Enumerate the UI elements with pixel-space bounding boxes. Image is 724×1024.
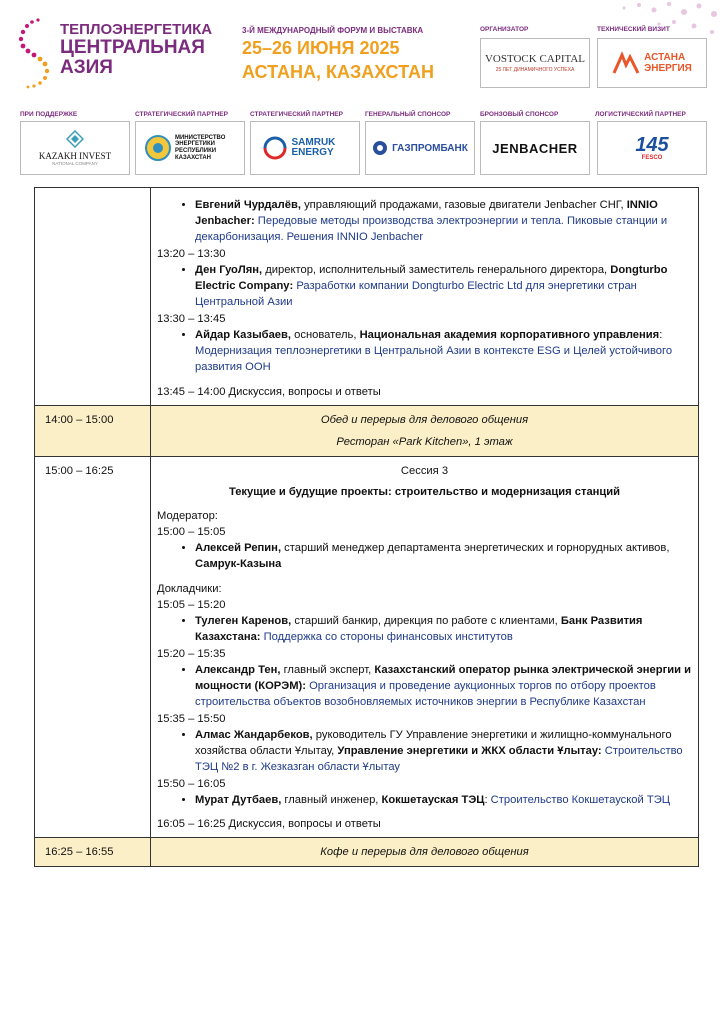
samruk-energy-icon [261, 136, 289, 160]
logo-line-1: ТЕПЛОЭНЕРГЕТИКА [60, 21, 213, 38]
slot-time: 13:20 – 13:30 [157, 247, 226, 260]
sponsor-logo-gazprombank [365, 121, 475, 175]
sponsor-logo-jenbacher [480, 121, 590, 175]
talk-topic: Строительство Кокшетауской ТЭЦ [487, 793, 671, 806]
forum-logo-icon [16, 14, 56, 94]
moderator-item [195, 540, 692, 572]
speaker-item [195, 727, 692, 776]
speaker-role: главный инженер, [281, 793, 382, 806]
speaker-name: Мурат Дутбаев, [195, 793, 282, 806]
session-label: Сессия 3 [400, 465, 449, 478]
tech-visit-caption: ТЕХНИЧЕСКИЙ ВИЗИТ [597, 26, 670, 33]
forum-info [242, 26, 434, 83]
time-cell [35, 188, 151, 406]
slot-time: 15:00 – 15:05 [157, 525, 226, 538]
sponsor-name-2: МИНИСТЕРСТВО ЭНЕРГЕТИКИ РЕСПУБЛИКИ КАЗАХСТАН [175, 134, 226, 161]
sponsor-caption-5: БРОНЗОВЫЙ СПОНСОР [480, 111, 559, 118]
astana-energy-icon [612, 51, 640, 75]
sponsor-caption-4: ГЕНЕРАЛЬНЫЙ СПОНСОР [365, 111, 451, 118]
table-row [35, 188, 699, 406]
speaker-role: старший банкир, дирекция по работе с клиентами, [291, 615, 561, 628]
time-cell: 15:00 – 16:25 [35, 457, 151, 838]
session-title: Текущие и будущие проекты: строительство и модернизация станций [228, 485, 621, 498]
slot-time: 15:50 – 16:05 [157, 777, 226, 790]
speaker-role: директор, исполнительный заместитель генерального директора, [262, 263, 611, 276]
speaker-org: Управление энергетики и ЖКХ области Ұлытау: [337, 745, 602, 758]
speaker-item [195, 197, 692, 246]
gazprombank-icon [372, 140, 388, 156]
punctuation: : [659, 328, 663, 341]
logo-line-2: ЦЕНТРАЛЬНАЯ [60, 36, 205, 58]
break-title: Обед и перерыв для делового общения [320, 413, 529, 426]
kazakhstan-emblem-icon [145, 135, 171, 161]
content-cell [151, 405, 699, 456]
talk-topic: Поддержка со стороны финансовых институтов [260, 631, 513, 644]
speaker-name: Алексей Репин, [195, 542, 282, 555]
discussion-slot: 16:05 – 16:25 Дискуссия, вопросы и ответы [157, 817, 381, 830]
speaker-item [195, 662, 692, 711]
content-cell [151, 457, 699, 838]
speakers-label: Докладчики: [157, 582, 222, 595]
forum-label: 3-Й МЕЖДУНАРОДНЫЙ ФОРУМ И ВЫСТАВКА [242, 26, 424, 35]
slot-time: 15:20 – 15:35 [157, 647, 226, 660]
sponsor-name-3: SAMRUK ENERGY [291, 137, 336, 158]
speaker-name: Ден ГуоЛян, [195, 263, 263, 276]
organizer-sub: 25 ЛЕТ ДИНАМИЧНОГО УСПЕХА [495, 67, 575, 73]
speaker-name: Тулеген Каренов, [195, 615, 292, 628]
speaker-org: Банк Развития Казахстана: [195, 615, 643, 644]
sponsor-logo-samruk-energy [250, 121, 360, 175]
speaker-role: старший менеджер департамента энергетических и горнорудных активов, [281, 542, 670, 555]
tech-visit-name-2: ЭНЕРГИЯ [644, 63, 692, 74]
organizer-name: VOSTOCK CAPITAL [484, 53, 586, 65]
slot-time: 15:35 – 15:50 [157, 712, 226, 725]
time-cell: 14:00 – 15:00 [35, 405, 151, 456]
sponsor-caption-1: ПРИ ПОДДЕРЖКЕ [20, 111, 78, 118]
sponsor-caption-3: СТРАТЕГИЧЕСКИЙ ПАРТНЕР [250, 111, 343, 118]
content-cell: Кофе и перерыв для делового общения [151, 838, 699, 867]
table-row-lunch [35, 405, 699, 456]
sponsor-name-1: KAZAKH INVEST [38, 151, 112, 161]
talk-topic: Организация и проведение аукционных торгов по отбору проектов строительства объектов возобновляемых источников энергии в Республике Казахстан [195, 680, 656, 709]
sponsor-sub-6: FESCO [641, 155, 663, 161]
speaker-role: главный эксперт, [280, 663, 375, 676]
speaker-org: Самрук-Казына [195, 558, 282, 571]
speaker-org: Казахстанский оператор рынка электрической энергии и мощности (КОРЭМ): [195, 663, 692, 693]
speaker-role: основатель, [291, 328, 360, 341]
speaker-item [195, 613, 692, 645]
tech-visit-name-1: АСТАНА [644, 52, 686, 63]
sponsor-caption-6: ЛОГИСТИЧЕСКИЙ ПАРТНЕР [595, 111, 686, 118]
sponsor-logo-ministry [135, 121, 245, 175]
speaker-item [195, 262, 692, 311]
speaker-role: руководитель ГУ Управление энергетики и жилищно-коммунального хозяйства области Ұлытау, [195, 728, 672, 758]
speaker-name: Евгений Чурдалёв, [195, 199, 301, 211]
forum-logo-text [60, 22, 212, 78]
speaker-role: управляющий продажами, газовые двигатели Jenbacher СНГ, [300, 199, 627, 211]
sponsor-name-5: JENBACHER [492, 140, 578, 156]
sponsor-logo-fesco [597, 121, 707, 175]
sponsor-logo-kazakh-invest [20, 121, 130, 175]
page-header [0, 0, 724, 180]
break-place: Ресторан «Park Kitchen», 1 этаж [336, 436, 513, 449]
speaker-org: Национальная академия корпоративного управления [359, 328, 660, 341]
speaker-org: Кокшетауская ТЭЦ [381, 793, 485, 806]
slot-time: 13:30 – 13:45 [157, 312, 226, 325]
talk-topic: Модернизация теплоэнергетики в Центральной Азии в контексте ESG и Целей устойчивого развития ООН [195, 345, 673, 374]
speaker-item [195, 327, 692, 376]
speaker-name: Алмас Жандарбеков, [195, 728, 313, 741]
speaker-name: Александр Тен, [195, 663, 281, 676]
speaker-org: INNIO Jenbacher: [195, 199, 658, 228]
speaker-item [195, 792, 692, 808]
discussion-slot: 13:45 – 14:00 Дискуссия, вопросы и ответы [157, 385, 381, 398]
talk-topic: Разработки компании Dongturbo Electric Ltd для энергетики стран Центральной Азии [195, 280, 637, 309]
table-row-session [35, 457, 699, 838]
sponsor-name-6: 145 [635, 134, 669, 156]
talk-topic: Строительство ТЭЦ №2 в г. Жезказган области Ұлытау [195, 745, 683, 774]
table-row-coffee [35, 838, 699, 867]
sponsor-caption-2: СТРАТЕГИЧЕСКИЙ ПАРТНЕР [135, 111, 228, 118]
sponsor-sub-1: NATIONAL COMPANY [52, 161, 98, 166]
program-table [34, 187, 699, 867]
moderator-label: Модератор: [157, 509, 218, 522]
talk-topic: Передовые методы производства электроэнергии и тепла. Пиковые станции и декарбонизация. Решения INNIO Jenbacher [195, 215, 668, 244]
time-cell: 16:25 – 16:55 [35, 838, 151, 867]
slot-time: 15:05 – 15:20 [157, 598, 226, 611]
organizer-caption: ОРГАНИЗАТОР [480, 26, 529, 33]
tech-visit-logo [597, 38, 707, 88]
logo-line-3: АЗИЯ [60, 56, 113, 78]
speaker-name: Айдар Казыбаев, [195, 328, 292, 341]
kazakh-invest-icon [66, 130, 84, 148]
speaker-org: Dongturbo Electric Company: [195, 263, 668, 293]
forum-dates: 25–26 ИЮНЯ 2025 [242, 38, 400, 58]
content-cell [151, 188, 699, 406]
punctuation: : [484, 793, 488, 806]
sponsor-name-4: ГАЗПРОМБАНК [392, 142, 468, 154]
organizer-logo [480, 38, 590, 88]
forum-city: АСТАНА, КАЗАХСТАН [242, 61, 434, 82]
